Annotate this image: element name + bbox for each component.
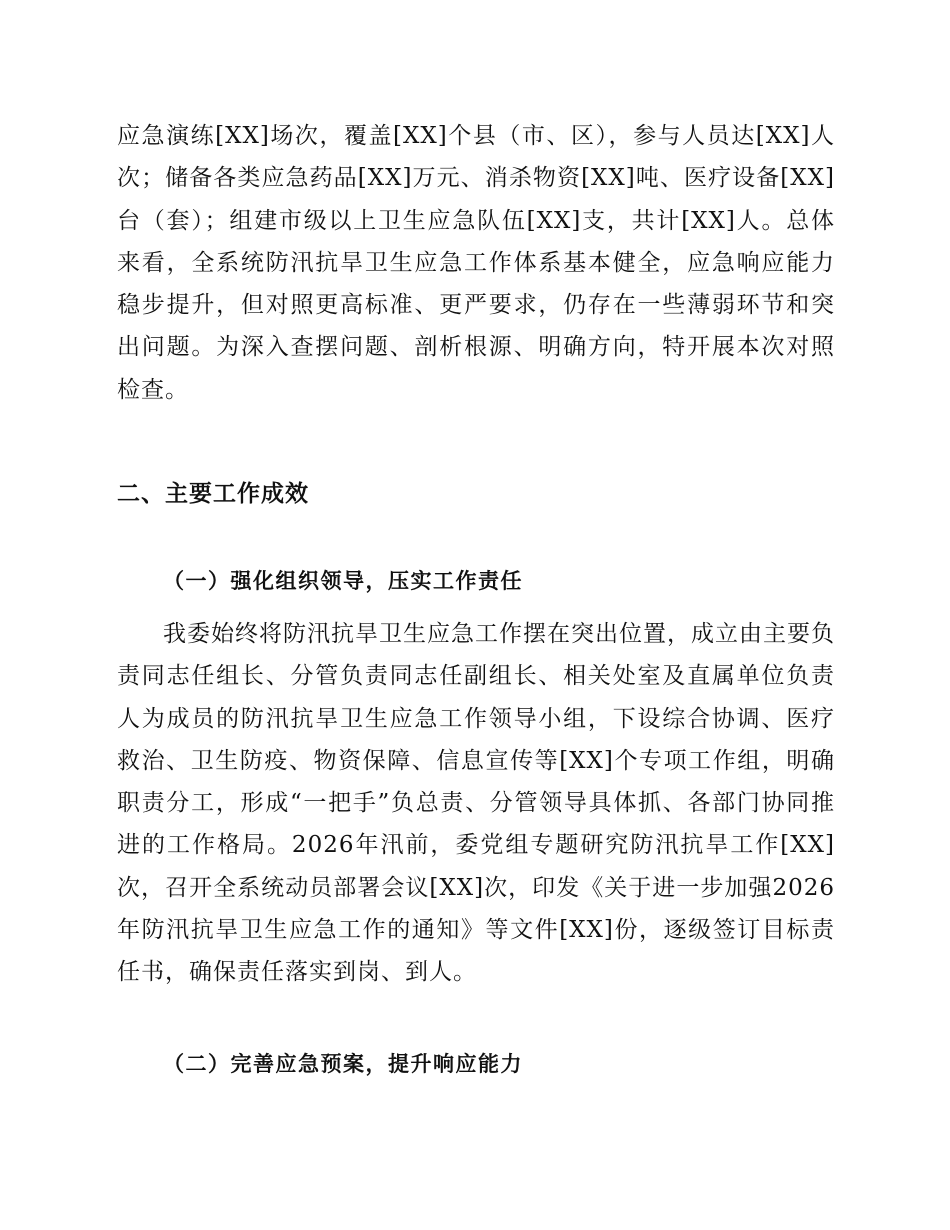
- subsection-heading-emergency-plan: （二）完善应急预案，提升响应能力: [163, 1052, 523, 1076]
- intro-paragraph: 应急演练[XX]场次，覆盖[XX]个县（市、区），参与人员达[XX]人次；储备各类应急药品[XX]万元、消杀物资[XX]吨、医疗设备[XX]台（套）；组建市级以上卫生应急队伍[XX]支，共计[XX]人。总体来看，全系统防汛抗旱卫生应急工作体系基本健全，应急响应能力稳步提升，但对照更高标准、更严要求，仍存在一些薄弱环节和突出问题。为深入查摆问题、剖析根源、明确方向，特开展本次对照检查。: [117, 123, 835, 403]
- section-heading-main-achievements: 二、主要工作成效: [117, 481, 309, 507]
- subsection-heading-organization: （一）强化组织领导，压实工作责任: [163, 569, 523, 593]
- subsection-body-organization: 我委始终将防汛抗旱卫生应急工作摆在突出位置，成立由主要负责同志任组长、分管负责同志任副组长、相关处室及直属单位负责人为成员的防汛抗旱卫生应急工作领导小组，下设综合协调、医疗救治、卫生防疫、物资保障、信息宣传等[XX]个专项工作组，明确职责分工，形成“一把手”负总责、分管领导具体抓、各部门协同推进的工作格局。2026年汛前，委党组专题研究防汛抗旱工作[XX]次，召开全系统动员部署会议[XX]次，印发《关于进一步加强2026年防汛抗旱卫生应急工作的通知》等文件[XX]份，逐级签订目标责任书，确保责任落实到岗、到人。: [117, 621, 835, 986]
